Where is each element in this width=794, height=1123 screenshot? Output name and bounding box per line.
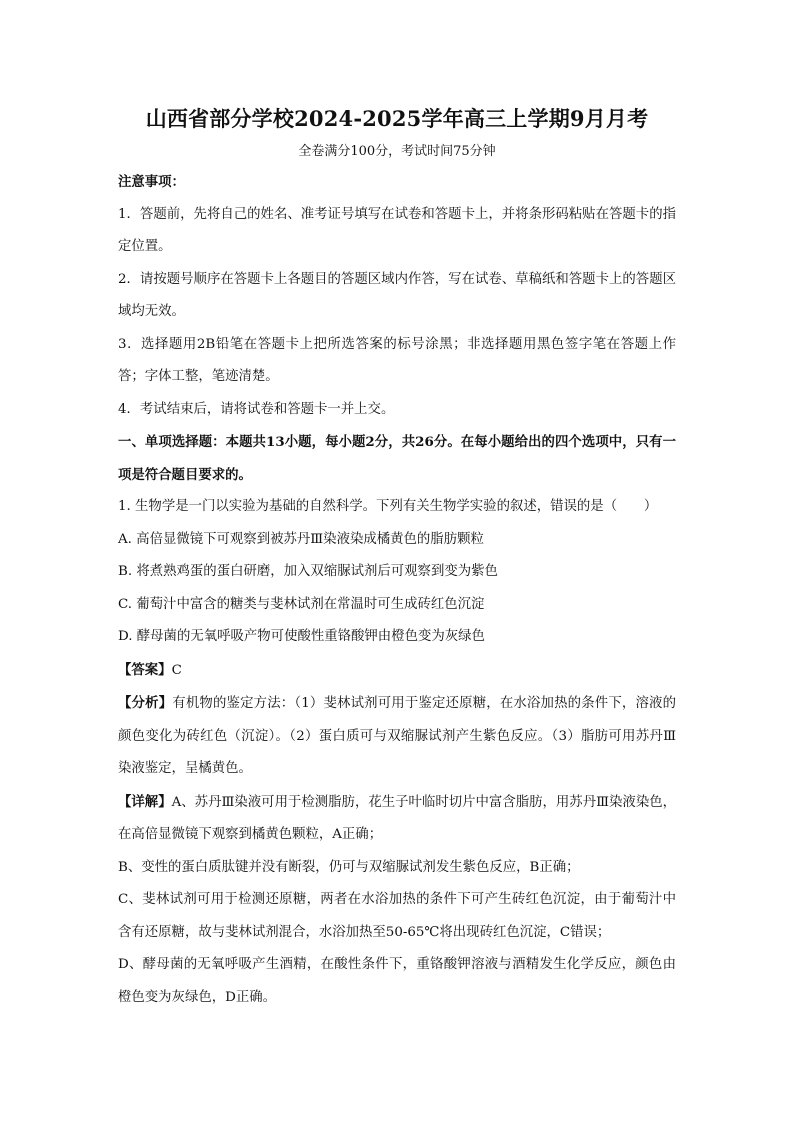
question-stem: 1. 生物学是一门以实验为基础的自然科学。下列有关生物学实验的叙述，错误的是（ ） xyxy=(118,499,658,514)
option-a: A. 高倍显微镜下可观察到被苏丹Ⅲ染液染成橘黄色的脂肪颗粒 xyxy=(118,531,484,547)
detail-text-a: A、苏丹Ⅲ染液可用于检测脂肪，花生子叶临时切片中富含脂肪，用苏丹Ⅲ染液染色，在高倍显微镜下观察到橘黄色颗粒，A正确； xyxy=(118,794,676,842)
option-b: B. 将煮熟鸡蛋的蛋白研磨，加入双缩脲试剂后可观察到变为紫色 xyxy=(118,564,498,579)
exam-subtitle: 全卷满分100分，考试时间75分钟 xyxy=(298,144,496,159)
note-item-1: 1．答题前，先将自己的姓名、准考证号填写在试卷和答题卡上，并将条形码粘贴在答题卡的指定位置。 xyxy=(118,206,676,254)
answer-value: C xyxy=(171,662,182,678)
analysis-paragraph xyxy=(118,687,676,786)
note-item-3: 3．选择题用2B铅笔在答题卡上把所选答案的标号涂黑；非选择题用黑色签字笔在答题上作答；字体工整，笔迹清楚。 xyxy=(118,336,676,384)
analysis-tag: 【分析】 xyxy=(118,695,173,711)
answer-tag: 【答案】 xyxy=(118,661,172,678)
option-d: D. 酵母菌的无氧呼吸产物可使酸性重铬酸钾由橙色变为灰绿色 xyxy=(118,629,485,644)
note-item-4: 4．考试结束后，请将试卷和答题卡一并上交。 xyxy=(118,401,395,417)
notes-heading: 注意事项： xyxy=(118,174,185,190)
detail-paragraph-a xyxy=(118,786,676,852)
analysis-text: 有机物的鉴定方法：（1）斐林试剂可用于鉴定还原糖，在水浴加热的条件下，溶液的颜色变化为砖红色（沉淀）。（2）蛋白质可与双缩脲试剂产生紫色反应。（3）脂肪可用苏丹Ⅲ染液鉴定，呈橘黄色。 xyxy=(118,696,676,776)
detail-paragraph-c: C、斐林试剂可用于检测还原糖，两者在水浴加热的条件下可产生砖红色沉淀，由于葡萄汁中含有还原糖，故与斐林试剂混合，水浴加热至50-65℃将出现砖红色沉淀，C错误； xyxy=(118,892,676,940)
note-item-2: 2．请按题号顺序在答题卡上各题目的答题区域内作答，写在试卷、草稿纸和答题卡上的答题区域均无效。 xyxy=(118,271,676,319)
detail-paragraph-d: D、酵母菌的无氧呼吸产生酒精，在酸性条件下，重铬酸钾溶液与酒精发生化学反应，颜色由橙色变为灰绿色，D正确。 xyxy=(118,957,676,1005)
detail-tag: 【详解】 xyxy=(118,793,172,810)
page-title: 山西省部分学校2024-2025学年高三上学期9月月考 xyxy=(145,106,649,131)
section-heading: 一、单项选择题：本题共13小题，每小题2分，共26分。在每小题给出的四个选项中，只有一项是符合题目要求的。 xyxy=(118,434,676,483)
detail-paragraph-b: B、变性的蛋白质肽键并没有断裂，仍可与双缩脲试剂发生紫色反应，B正确； xyxy=(118,859,580,875)
answer-line xyxy=(118,654,676,688)
option-c: C. 葡萄汁中富含的糖类与斐林试剂在常温时可生成砖红色沉淀 xyxy=(118,596,485,612)
